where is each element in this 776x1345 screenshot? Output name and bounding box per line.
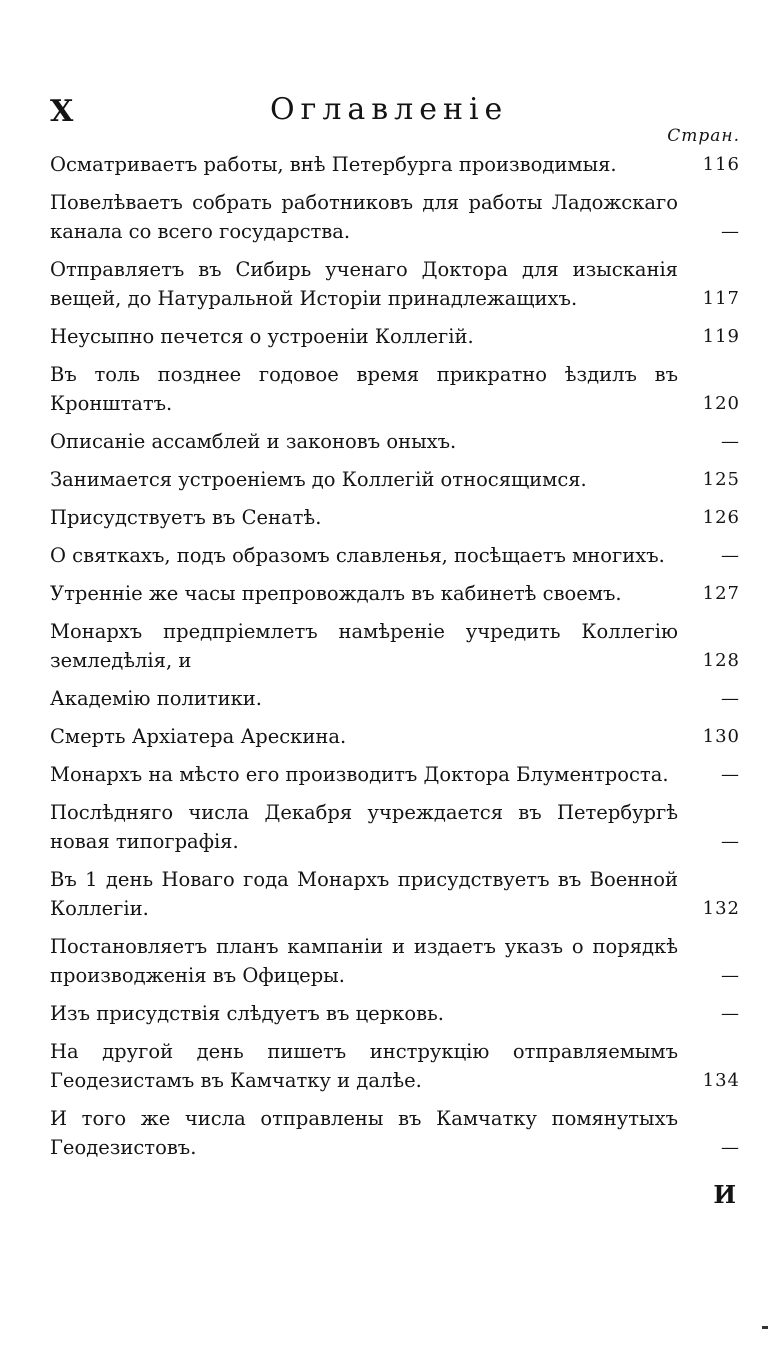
toc-entry-page: 120	[702, 393, 740, 414]
toc-entry-page: 119	[702, 326, 740, 347]
toc-entry-page: 128	[702, 650, 740, 671]
toc-entry-page: 117	[702, 288, 740, 309]
catchword: И	[713, 1180, 736, 1209]
toc-entry	[50, 427, 740, 456]
page-folio: X	[50, 94, 75, 129]
toc-entry-text: Монархъ предпріемлетъ намѣреніе учредить Коллегію земледѣлія, и	[50, 620, 678, 672]
toc-entry	[50, 722, 740, 751]
page-title: Оглавленіе	[270, 92, 509, 127]
toc-entry	[50, 503, 740, 532]
toc-entry	[50, 541, 740, 570]
toc-entry	[50, 322, 740, 351]
toc-entry	[50, 360, 740, 418]
toc-entry-text: Повелѣваетъ собрать работниковъ для работы Ладожскаго канала со всего государства.	[50, 191, 678, 243]
toc-entry-page: —	[721, 431, 740, 452]
toc-entry-page: 134	[702, 1070, 740, 1091]
toc-entry	[50, 760, 740, 789]
toc-entry-page: —	[721, 221, 740, 242]
toc-entry	[50, 1037, 740, 1095]
toc-entry-text: И того же числа отправлены въ Камчатку помянутыхъ Геодезистовъ.	[50, 1107, 678, 1159]
toc-entry	[50, 999, 740, 1028]
toc-entry	[50, 188, 740, 246]
toc-entry	[50, 150, 740, 179]
toc-entry-text: Монархъ на мѣсто его производитъ Доктора Блументроста.	[50, 763, 669, 786]
toc-entry-text: Послѣдняго числа Декабря учреждается въ Петербургѣ новая типографія.	[50, 801, 678, 853]
toc-entry	[50, 579, 740, 608]
page-column-label: Стран.	[667, 126, 740, 146]
toc-entry-text: О святкахъ, подъ образомъ славленья, посѣщаетъ многихъ.	[50, 544, 665, 567]
toc-entry	[50, 1104, 740, 1162]
table-of-contents	[50, 150, 740, 1171]
ink-speck	[762, 1326, 768, 1329]
toc-entry-page: —	[721, 764, 740, 785]
toc-entry-page: —	[721, 965, 740, 986]
toc-entry	[50, 798, 740, 856]
toc-entry-text: Описаніе ассамблей и законовъ оныхъ.	[50, 430, 457, 453]
toc-entry-text: Постановляетъ планъ кампаніи и издаетъ указъ о порядкѣ производженія въ Офицеры.	[50, 935, 678, 987]
toc-entry	[50, 617, 740, 675]
toc-entry-page: 126	[702, 507, 740, 528]
toc-entry-text: Осматриваетъ работы, внѣ Петербурга производимыя.	[50, 153, 617, 176]
toc-entry-page: 127	[702, 583, 740, 604]
toc-entry-page: 116	[702, 154, 740, 175]
toc-entry-text: Смерть Архіатера Арескина.	[50, 725, 347, 748]
toc-entry	[50, 465, 740, 494]
toc-entry	[50, 684, 740, 713]
toc-entry-page: —	[721, 1137, 740, 1158]
toc-entry-page: 125	[702, 469, 740, 490]
toc-entry-text: Неусыпно печется о устроеніи Коллегій.	[50, 325, 474, 348]
toc-entry-page: —	[721, 1003, 740, 1024]
toc-entry-page: —	[721, 545, 740, 566]
toc-entry-page: —	[721, 688, 740, 709]
toc-entry-text: Въ толь позднее годовое время прикратно ѣздилъ въ Кронштатъ.	[50, 363, 678, 415]
toc-entry-text: Академію политики.	[50, 687, 262, 710]
toc-entry	[50, 932, 740, 990]
toc-entry	[50, 865, 740, 923]
toc-entry	[50, 255, 740, 313]
toc-entry-page: —	[721, 831, 740, 852]
toc-entry-text: Отправляетъ въ Сибирь ученаго Доктора для изысканія вещей, до Натуральной Исторіи принадлежащихъ.	[50, 258, 678, 310]
toc-entry-page: 130	[702, 726, 740, 747]
toc-entry-page: 132	[702, 898, 740, 919]
toc-entry-text: Занимается устроеніемъ до Коллегій относящимся.	[50, 468, 587, 491]
toc-entry-text: Утренніе же часы препровождалъ въ кабинетѣ своемъ.	[50, 582, 622, 605]
toc-entry-text: Присудствуетъ въ Сенатѣ.	[50, 506, 322, 529]
toc-entry-text: На другой день пишетъ инструкцію отправляемымъ Геодезистамъ въ Камчатку и далѣе.	[50, 1040, 678, 1092]
toc-entry-text: Изъ присудствія слѣдуетъ въ церковь.	[50, 1002, 444, 1025]
toc-entry-text: Въ 1 день Новаго года Монархъ присудствуетъ въ Военной Коллегіи.	[50, 868, 678, 920]
